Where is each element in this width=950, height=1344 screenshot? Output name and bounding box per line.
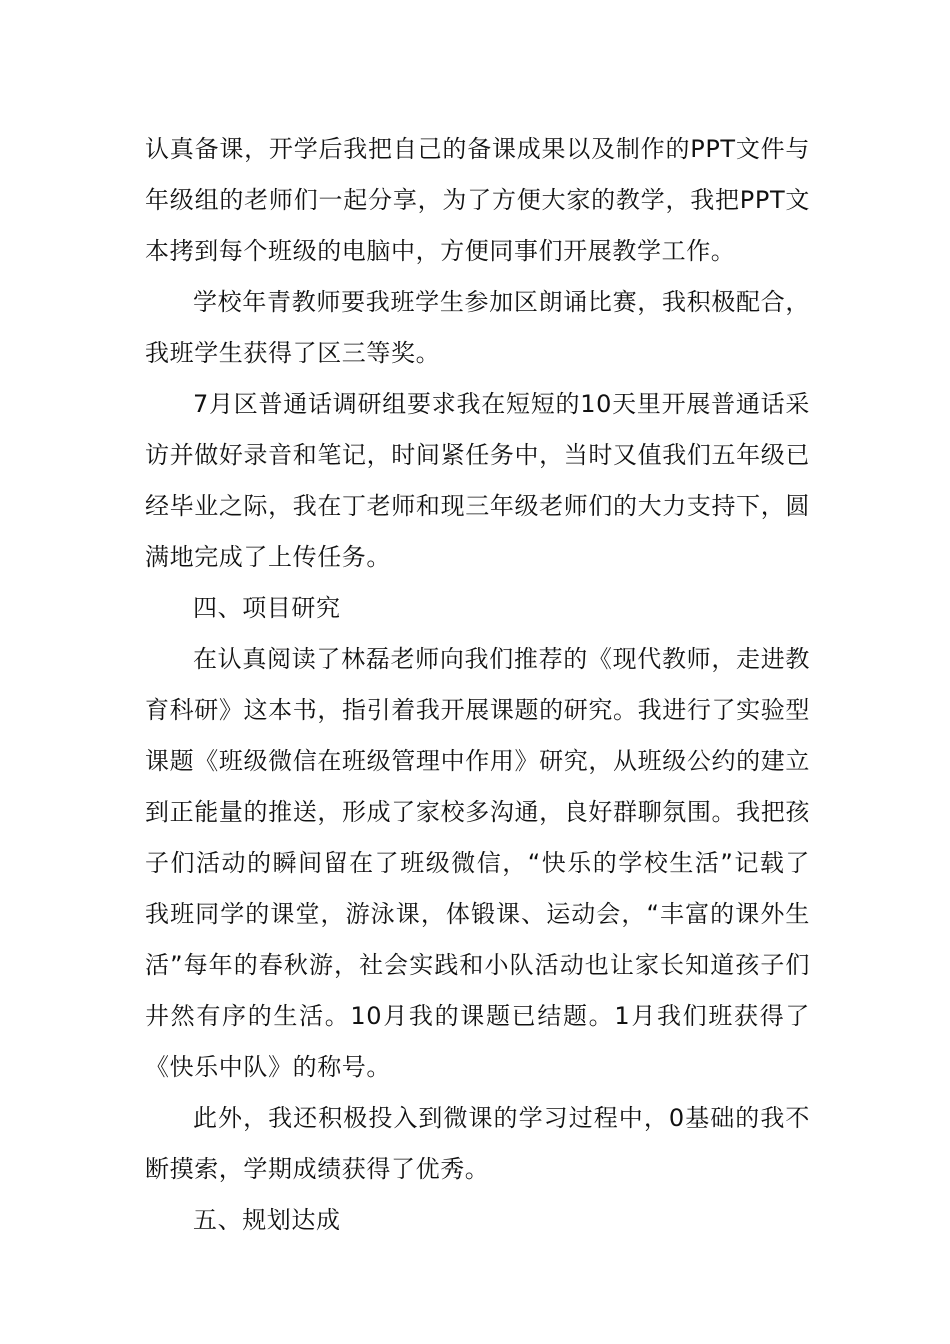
paragraph-recitation-contest: 学校年青教师要我班学生参加区朗诵比赛，我积极配合，我班学生获得了区三等奖。 xyxy=(145,288,810,367)
paragraph-mandarin-survey: 7月区普通话调研组要求我在短短的10天里开展普通话采访并做好录音和笔记，时间紧任务中，当时又值我们五年级已经毕业之际，我在丁老师和现三年级老师们的大力支持下，圆满地完成了上传任务。 xyxy=(145,390,810,571)
paragraph-lesson-prep: 认真备课，开学后我把自己的备课成果以及制作的PPT文件与年级组的老师们一起分享，为了方便大家的教学，我把PPT文本拷到每个班级的电脑中，方便同事们开展教学工作。 xyxy=(145,135,810,265)
section-heading-project-research: 四、项目研究 xyxy=(193,594,341,622)
section-heading-plan-achievement: 五、规划达成 xyxy=(193,1206,341,1234)
paragraph-micro-lesson: 此外，我还积极投入到微课的学习过程中，0基础的我不断摸索，学期成绩获得了优秀。 xyxy=(145,1104,810,1183)
paragraph-research-details: 在认真阅读了林磊老师向我们推荐的《现代教师，走进教育科研》这本书，指引着我开展课题的研究。我进行了实验型课题《班级微信在班级管理中作用》研究，从班级公约的建立到正能量的推送，形成了家校多沟通，良好群聊氛围。我把孩子们活动的瞬间留在了班级微信，“快乐的学校生活”记载了我班同学的课堂，游泳课，体锻课、运动会，“丰富的课外生活”每年的春秋游，社会实践和小队活动也让家长知道孩子们井然有序的生活。10月我的课题已结题。1月我们班获得了《快乐中队》的称号。 xyxy=(145,645,810,1081)
document-body xyxy=(145,124,810,1246)
